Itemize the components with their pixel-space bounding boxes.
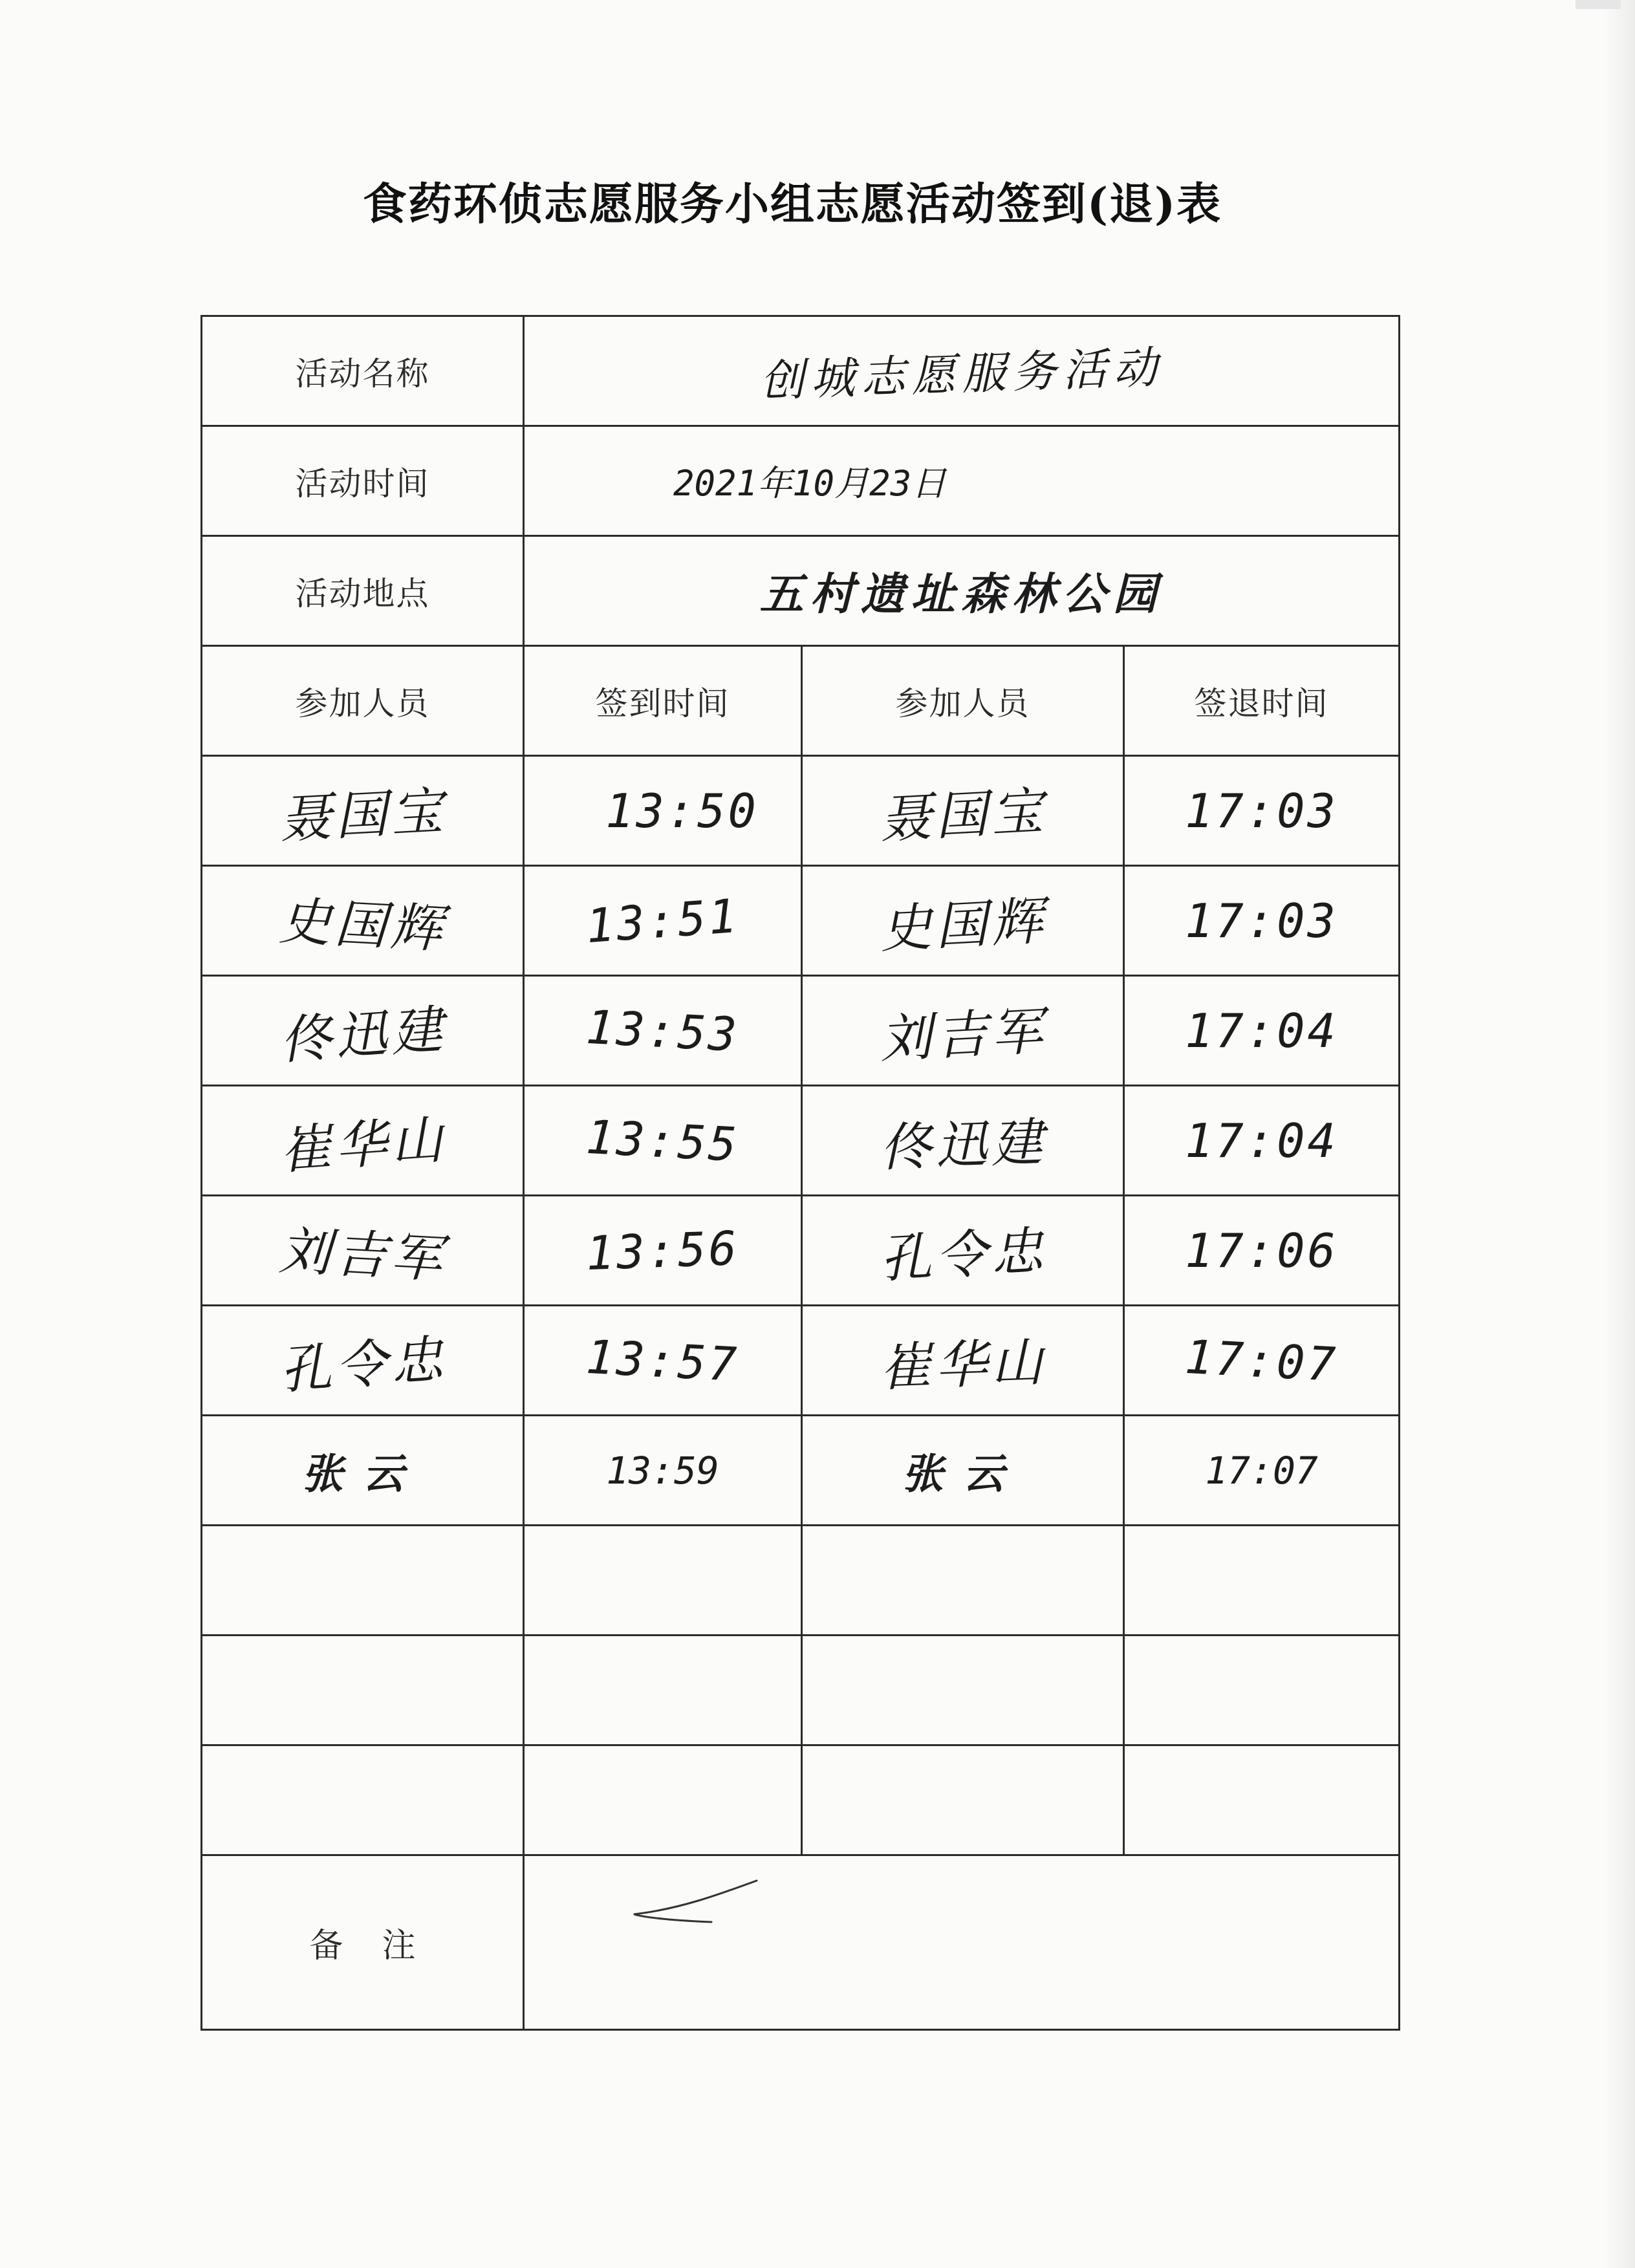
checkin-time: 13:50 bbox=[524, 756, 802, 866]
activity-place-row bbox=[202, 536, 1400, 646]
checkin-signature: 佟迅建 bbox=[202, 976, 524, 1086]
checkin-signature: 聂国宝 bbox=[202, 756, 524, 866]
activity-time-label: 活动时间 bbox=[202, 426, 524, 536]
header-participants-in: 参加人员 bbox=[202, 646, 524, 756]
checkin-time: 13:55 bbox=[524, 1086, 802, 1196]
checkout-signature: 张云 bbox=[802, 1416, 1124, 1526]
checkin-signature: 张云 bbox=[202, 1416, 524, 1526]
activity-place-value-cell bbox=[524, 536, 1400, 646]
table-row bbox=[202, 1306, 1400, 1416]
scan-edge-shadow bbox=[1604, 0, 1635, 2268]
checkout-signature: 佟迅建 bbox=[802, 1086, 1124, 1196]
activity-name-row bbox=[202, 316, 1400, 426]
activity-time-value: 2021年10月23日 bbox=[673, 463, 947, 504]
page-title: 食药环侦志愿服务小组志愿活动签到(退)表 bbox=[362, 178, 1222, 230]
table-row bbox=[202, 866, 1400, 976]
checkin-time: 13:57 bbox=[524, 1306, 802, 1416]
checkout-signature: 崔华山 bbox=[802, 1306, 1124, 1416]
activity-time-row bbox=[202, 426, 1400, 536]
checkout-signature: 孔令忠 bbox=[802, 1196, 1124, 1306]
scan-mark bbox=[1575, 0, 1621, 9]
checkin-time: 13:59 bbox=[524, 1416, 802, 1526]
table-row bbox=[202, 1196, 1400, 1306]
notes-row bbox=[202, 1855, 1400, 2030]
checkin-signature: 崔华山 bbox=[202, 1086, 524, 1196]
checkin-signature: 史国辉 bbox=[202, 866, 524, 976]
checkout-time: 17:04 bbox=[1124, 1086, 1400, 1196]
checkout-signature: 史国辉 bbox=[802, 866, 1124, 976]
activity-place-label: 活动地点 bbox=[202, 536, 524, 646]
table-row bbox=[202, 756, 1400, 866]
checkin-time: 13:53 bbox=[524, 976, 802, 1086]
checkout-time: 17:06 bbox=[1124, 1196, 1400, 1306]
activity-name-value: 创城志愿服务活动 bbox=[759, 342, 1164, 407]
empty-row bbox=[202, 1526, 1400, 1636]
empty-row bbox=[202, 1636, 1400, 1745]
activity-place-value: 五村遗址森林公园 bbox=[759, 569, 1164, 620]
pen-mark bbox=[621, 1875, 763, 1927]
header-row bbox=[202, 646, 1400, 756]
empty-row bbox=[202, 1745, 1400, 1855]
table-row bbox=[202, 1086, 1400, 1196]
signin-table bbox=[200, 315, 1400, 2031]
activity-time-value-cell bbox=[524, 426, 1400, 536]
checkout-time: 17:03 bbox=[1124, 866, 1400, 976]
checkout-time: 17:07 bbox=[1124, 1416, 1400, 1526]
checkin-signature: 孔令忠 bbox=[202, 1306, 524, 1416]
header-checkin-time: 签到时间 bbox=[524, 646, 802, 756]
checkout-signature: 刘吉军 bbox=[802, 976, 1124, 1086]
table-row bbox=[202, 1416, 1400, 1526]
activity-name-value-cell bbox=[524, 316, 1400, 426]
checkin-time: 13:56 bbox=[524, 1196, 802, 1306]
checkout-time: 17:07 bbox=[1124, 1306, 1400, 1416]
checkout-time: 17:03 bbox=[1124, 756, 1400, 866]
header-checkout-time: 签退时间 bbox=[1124, 646, 1400, 756]
checkin-time: 13:51 bbox=[524, 866, 802, 976]
checkout-signature: 聂国宝 bbox=[802, 756, 1124, 866]
checkin-signature: 刘吉军 bbox=[202, 1196, 524, 1306]
table-row bbox=[202, 976, 1400, 1086]
notes-label: 备注 bbox=[202, 1855, 524, 2030]
activity-name-label: 活动名称 bbox=[202, 316, 524, 426]
checkout-time: 17:04 bbox=[1124, 976, 1400, 1086]
header-participants-out: 参加人员 bbox=[802, 646, 1124, 756]
